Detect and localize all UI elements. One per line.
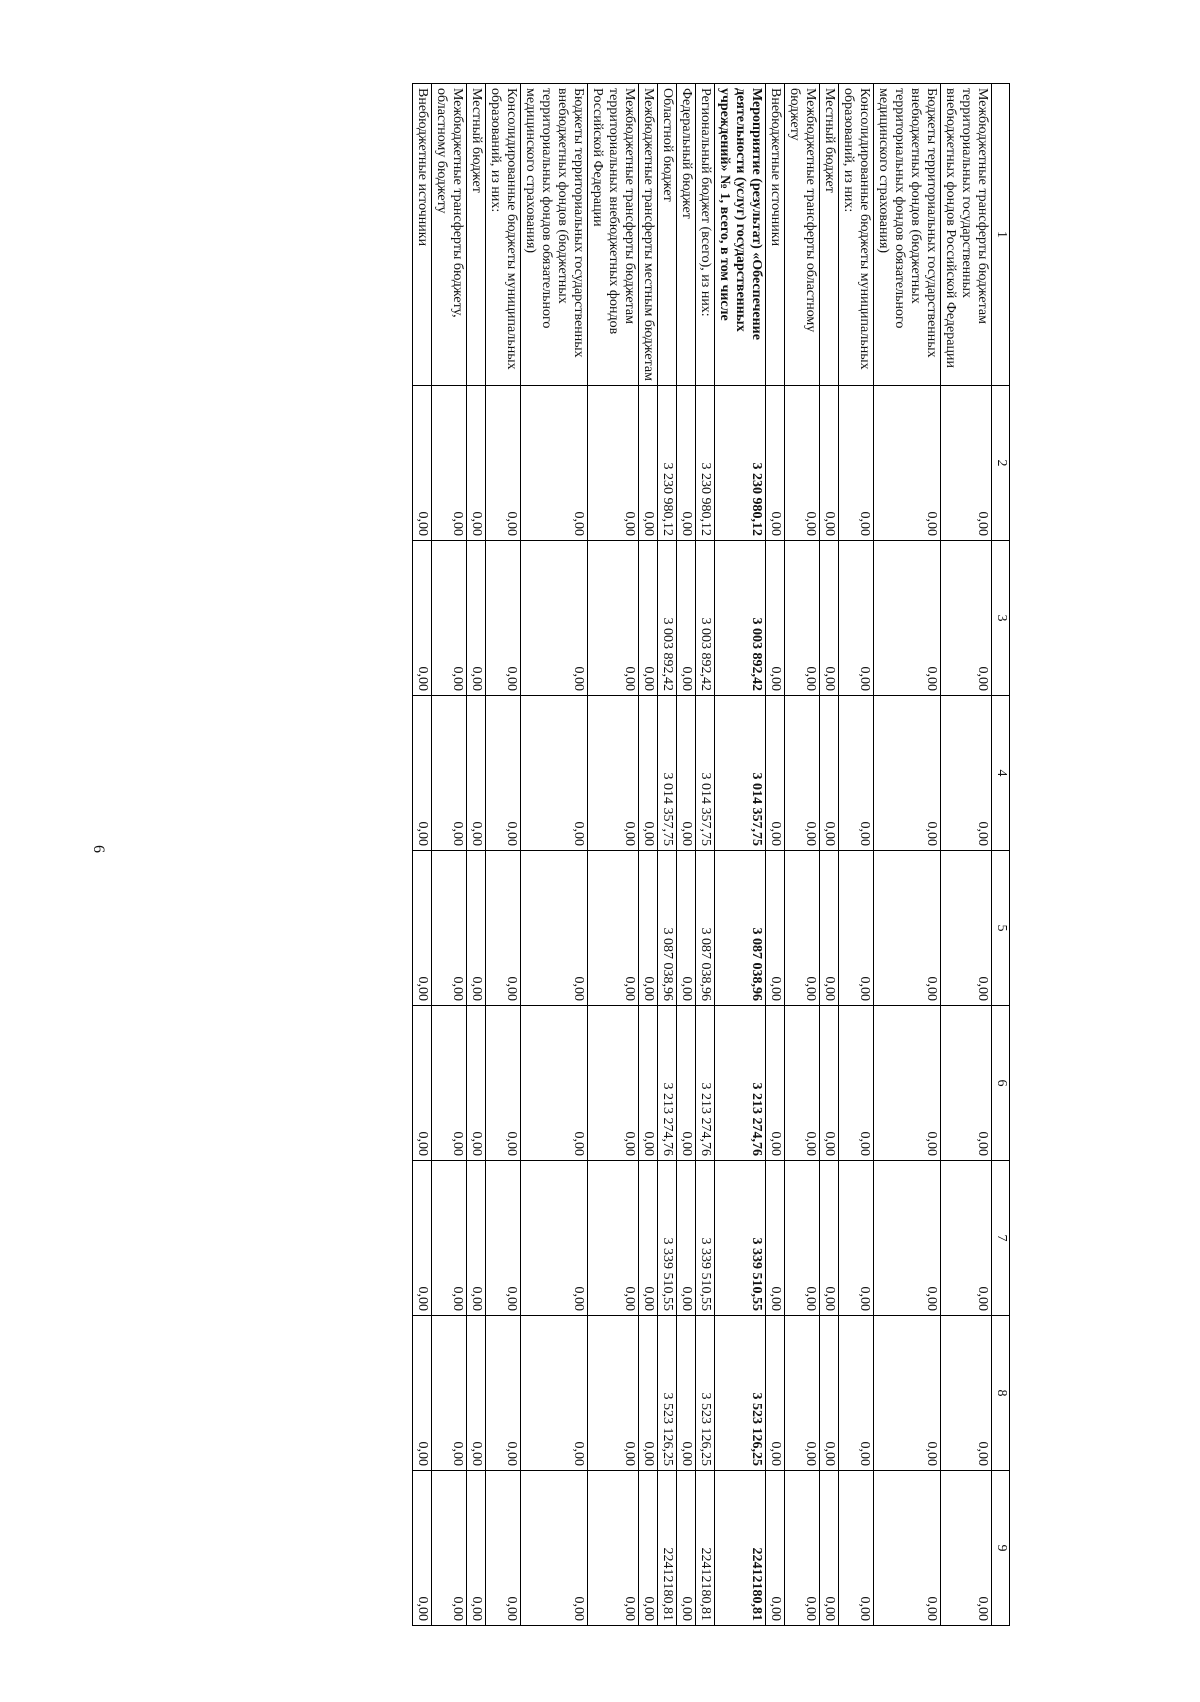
value-cell: 0,00	[677, 1161, 696, 1316]
value-cell: 0,00	[785, 851, 820, 1006]
value-cell: 0,00	[639, 1006, 658, 1161]
value-cell: 0,00	[677, 541, 696, 696]
value-cell: 3 339 510,55	[696, 1161, 715, 1316]
value-cell: 3 014 357,75	[658, 696, 677, 851]
value-cell: 3 523 126,25	[696, 1316, 715, 1471]
value-cell: 0,00	[874, 541, 941, 696]
row-label: Межбюджетные трансферты местным бюджетам	[639, 84, 658, 386]
value-cell: 0,00	[874, 1316, 941, 1471]
value-cell: 0,00	[677, 696, 696, 851]
value-cell: 0,00	[677, 1316, 696, 1471]
value-cell: 0,00	[766, 1006, 785, 1161]
value-cell: 0,00	[413, 541, 432, 696]
value-cell: 0,00	[941, 696, 992, 851]
value-cell: 0,00	[486, 1161, 521, 1316]
value-cell: 0,00	[941, 1006, 992, 1161]
value-cell: 0,00	[766, 1161, 785, 1316]
value-cell: 0,00	[839, 1006, 874, 1161]
value-cell: 0,00	[766, 1316, 785, 1471]
value-cell: 22412180,81	[696, 1471, 715, 1626]
value-cell: 0,00	[588, 851, 639, 1006]
value-cell: 0,00	[521, 1471, 588, 1626]
value-cell: 0,00	[766, 696, 785, 851]
value-cell: 0,00	[941, 1161, 992, 1316]
value-cell: 0,00	[874, 851, 941, 1006]
row-label: Консолидированные бюджеты муниципальных образований, из них:	[839, 84, 874, 386]
value-cell: 0,00	[486, 1316, 521, 1471]
value-cell: 0,00	[941, 386, 992, 541]
row-label: Местный бюджет	[820, 84, 839, 386]
value-cell: 0,00	[521, 1006, 588, 1161]
value-cell: 0,00	[467, 696, 486, 851]
value-cell: 3 003 892,42	[696, 541, 715, 696]
value-cell: 3 230 980,12	[696, 386, 715, 541]
value-cell: 3 003 892,42	[715, 541, 766, 696]
value-cell: 0,00	[820, 1006, 839, 1161]
value-cell: 0,00	[588, 696, 639, 851]
row-label: Областной бюджет	[658, 84, 677, 386]
value-cell: 0,00	[839, 386, 874, 541]
table-row	[766, 84, 785, 1626]
value-cell: 0,00	[521, 1316, 588, 1471]
column-header: 9	[992, 1471, 1010, 1626]
value-cell: 3 230 980,12	[658, 386, 677, 541]
page-number: 6	[90, 845, 107, 853]
value-cell: 0,00	[432, 541, 467, 696]
value-cell: 0,00	[486, 386, 521, 541]
value-cell: 0,00	[839, 541, 874, 696]
value-cell: 3 213 274,76	[715, 1006, 766, 1161]
value-cell: 0,00	[467, 1471, 486, 1626]
value-cell: 0,00	[432, 851, 467, 1006]
row-label: Межбюджетные трансферты бюджетам территориальных внебюджетных фондов Российской Федерации	[588, 84, 639, 386]
value-cell: 0,00	[941, 1316, 992, 1471]
value-cell: 0,00	[785, 1316, 820, 1471]
value-cell: 0,00	[467, 1161, 486, 1316]
row-label: Внебюджетные источники	[766, 84, 785, 386]
value-cell: 0,00	[839, 1316, 874, 1471]
value-cell: 0,00	[820, 541, 839, 696]
column-header: 8	[992, 1316, 1010, 1471]
value-cell: 3 339 510,55	[658, 1161, 677, 1316]
value-cell: 3 014 357,75	[715, 696, 766, 851]
value-cell: 0,00	[941, 541, 992, 696]
value-cell: 3 003 892,42	[658, 541, 677, 696]
table-row	[715, 84, 766, 1626]
column-header: 3	[992, 541, 1010, 696]
value-cell: 0,00	[588, 1006, 639, 1161]
value-cell: 0,00	[521, 696, 588, 851]
value-cell: 0,00	[467, 541, 486, 696]
row-label: Внебюджетные источники	[413, 84, 432, 386]
value-cell: 0,00	[413, 1316, 432, 1471]
value-cell: 0,00	[639, 1471, 658, 1626]
table-row	[467, 84, 486, 1626]
value-cell: 0,00	[639, 1161, 658, 1316]
table-row	[677, 84, 696, 1626]
value-cell: 0,00	[521, 541, 588, 696]
value-cell: 0,00	[521, 1161, 588, 1316]
value-cell: 3 523 126,25	[715, 1316, 766, 1471]
value-cell: 0,00	[677, 386, 696, 541]
value-cell: 0,00	[785, 696, 820, 851]
value-cell: 3 230 980,12	[715, 386, 766, 541]
value-cell: 0,00	[588, 386, 639, 541]
column-header: 1	[992, 84, 1010, 386]
row-label: Консолидированные бюджеты муниципальных образований, из них:	[486, 84, 521, 386]
table-row	[486, 84, 521, 1626]
value-cell: 0,00	[467, 1316, 486, 1471]
row-label: Межбюджетные трансферты бюджетам территориальных государственных внебюджетных фондов Российской Федерации	[941, 84, 992, 386]
value-cell: 0,00	[432, 1316, 467, 1471]
table-row	[839, 84, 874, 1626]
value-cell: 0,00	[639, 386, 658, 541]
value-cell: 0,00	[413, 851, 432, 1006]
value-cell: 0,00	[486, 1006, 521, 1161]
table-row	[820, 84, 839, 1626]
value-cell: 0,00	[766, 851, 785, 1006]
value-cell: 0,00	[941, 851, 992, 1006]
value-cell: 0,00	[820, 386, 839, 541]
rotated-page	[205, 83, 1010, 1625]
table-row	[941, 84, 992, 1626]
value-cell: 0,00	[766, 1471, 785, 1626]
table-row	[432, 84, 467, 1626]
value-cell: 0,00	[467, 1006, 486, 1161]
table-row	[413, 84, 432, 1626]
value-cell: 0,00	[874, 696, 941, 851]
value-cell: 0,00	[820, 1471, 839, 1626]
value-cell: 0,00	[839, 1471, 874, 1626]
table-row	[639, 84, 658, 1626]
row-label: Местный бюджет	[467, 84, 486, 386]
table-row	[696, 84, 715, 1626]
value-cell: 0,00	[874, 1471, 941, 1626]
value-cell: 3 523 126,25	[658, 1316, 677, 1471]
value-cell: 0,00	[432, 1471, 467, 1626]
table-row	[521, 84, 588, 1626]
row-label: Бюджеты территориальных государственных внебюджетных фондов (бюджетных территориальных фондов обязательного медицинского страхования)	[521, 84, 588, 386]
value-cell: 0,00	[785, 1006, 820, 1161]
value-cell: 0,00	[639, 541, 658, 696]
value-cell: 0,00	[785, 386, 820, 541]
row-label: Федеральный бюджет	[677, 84, 696, 386]
value-cell: 0,00	[486, 696, 521, 851]
value-cell: 0,00	[639, 1316, 658, 1471]
value-cell: 0,00	[839, 696, 874, 851]
value-cell: 0,00	[941, 1471, 992, 1626]
column-header: 7	[992, 1161, 1010, 1316]
value-cell: 0,00	[486, 541, 521, 696]
value-cell: 3 087 038,96	[715, 851, 766, 1006]
row-label: Межбюджетные трансферты областному бюджету	[785, 84, 820, 386]
budget-table	[412, 83, 1010, 1626]
value-cell: 0,00	[432, 696, 467, 851]
value-cell: 0,00	[639, 851, 658, 1006]
table-row	[874, 84, 941, 1626]
value-cell: 22412180,81	[658, 1471, 677, 1626]
value-cell: 0,00	[432, 1006, 467, 1161]
table-row	[588, 84, 639, 1626]
value-cell: 0,00	[413, 1471, 432, 1626]
value-cell: 0,00	[766, 541, 785, 696]
value-cell: 0,00	[785, 541, 820, 696]
value-cell: 0,00	[839, 851, 874, 1006]
value-cell: 0,00	[874, 386, 941, 541]
value-cell: 0,00	[677, 1006, 696, 1161]
value-cell: 0,00	[874, 1006, 941, 1161]
value-cell: 0,00	[486, 851, 521, 1006]
value-cell: 0,00	[820, 1316, 839, 1471]
value-cell: 0,00	[521, 851, 588, 1006]
value-cell: 0,00	[820, 1161, 839, 1316]
column-header: 2	[992, 386, 1010, 541]
value-cell: 3 087 038,96	[696, 851, 715, 1006]
value-cell: 0,00	[766, 386, 785, 541]
column-header: 4	[992, 696, 1010, 851]
value-cell: 0,00	[467, 386, 486, 541]
value-cell: 0,00	[820, 696, 839, 851]
value-cell: 3 014 357,75	[696, 696, 715, 851]
value-cell: 0,00	[785, 1471, 820, 1626]
value-cell: 0,00	[413, 386, 432, 541]
value-cell: 0,00	[874, 1161, 941, 1316]
table-row	[785, 84, 820, 1626]
value-cell: 0,00	[588, 1471, 639, 1626]
value-cell: 0,00	[677, 1471, 696, 1626]
header-row	[992, 84, 1010, 1626]
value-cell: 0,00	[588, 1316, 639, 1471]
value-cell: 0,00	[432, 1161, 467, 1316]
value-cell: 0,00	[467, 851, 486, 1006]
value-cell: 22412180,81	[715, 1471, 766, 1626]
value-cell: 0,00	[785, 1161, 820, 1316]
value-cell: 0,00	[432, 386, 467, 541]
row-label: Межбюджетные трансферты бюджету, областному бюджету	[432, 84, 467, 386]
value-cell: 0,00	[839, 1161, 874, 1316]
value-cell: 0,00	[588, 1161, 639, 1316]
value-cell: 3 087 038,96	[658, 851, 677, 1006]
value-cell: 0,00	[413, 1161, 432, 1316]
value-cell: 0,00	[820, 851, 839, 1006]
value-cell: 3 213 274,76	[696, 1006, 715, 1161]
column-header: 5	[992, 851, 1010, 1006]
table-row	[658, 84, 677, 1626]
value-cell: 3 339 510,55	[715, 1161, 766, 1316]
value-cell: 0,00	[677, 851, 696, 1006]
value-cell: 0,00	[588, 541, 639, 696]
value-cell: 0,00	[639, 696, 658, 851]
value-cell: 0,00	[413, 1006, 432, 1161]
value-cell: 0,00	[486, 1471, 521, 1626]
row-label: Мероприятие (результат) «Обеспечение деятельности (услуг) государственных учреждений» № 1, всего, в том числе	[715, 84, 766, 386]
value-cell: 3 213 274,76	[658, 1006, 677, 1161]
row-label: Бюджеты территориальных государственных внебюджетных фондов (бюджетных территориальных фондов обязательного медицинского страхования)	[874, 84, 941, 386]
value-cell: 0,00	[521, 386, 588, 541]
column-header: 6	[992, 1006, 1010, 1161]
row-label: Региональный бюджет (всего), из них:	[696, 84, 715, 386]
value-cell: 0,00	[413, 696, 432, 851]
